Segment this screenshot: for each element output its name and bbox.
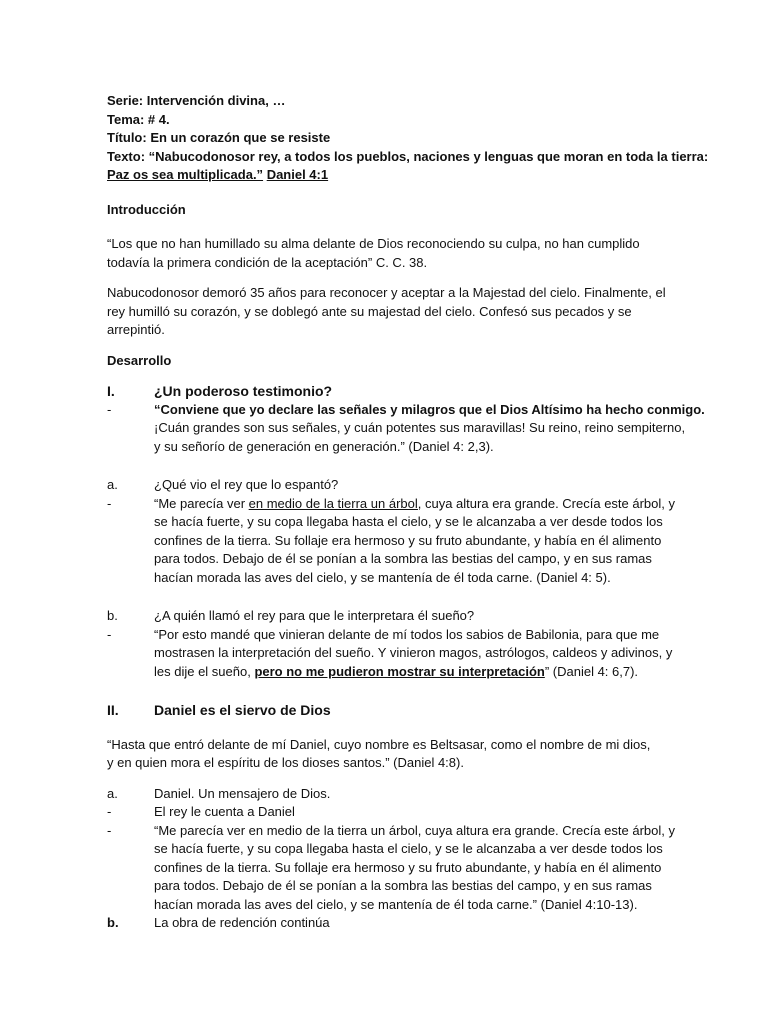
item-mark: b. [107, 915, 119, 930]
item-b-question [107, 607, 677, 626]
intro-quote-line: todavía la primera condición de la aceptación” C. C. 38. [107, 254, 428, 270]
intro-paragraph-line: rey humilló su corazón, y se doblegó ante su majestad del cielo. Confesó sus pecados y se [107, 303, 632, 319]
section-2-dash-1 [107, 803, 677, 822]
quote-bold: y milagros que el Dios Altísimo ha hecho conmigo. [390, 401, 705, 417]
section-2-heading [107, 701, 677, 720]
quote-line: hacían morada las aves del cielo, y se mantenía de él toda carne. (Daniel 4: 5). [154, 569, 611, 585]
quote-line: mostrasen la interpretación del sueño. Y vinieron magos, astrólogos, caldeos y adivinos, y [154, 645, 673, 660]
section-2-item-a [107, 785, 677, 804]
section-2-dash-2 [107, 822, 677, 915]
quote-pre: les dije el sueño, [154, 663, 255, 679]
bullet-dash: - [107, 822, 112, 838]
item-mark: a. [107, 785, 118, 801]
quote-line: se hacía fuerte, y su copa llegaba hasta el cielo, y se le alcanzaba a ver desde todos los [154, 514, 663, 529]
quote-line: para todos. Debajo de él se ponían a la sombra las bestias del campo, y en sus ramas [154, 878, 652, 893]
titulo-text: Título: En un corazón que se resiste [107, 130, 331, 145]
section-1-title: ¿Un poderoso testimonio? [154, 383, 333, 399]
quote-underlined: en medio de la tierra un árbol, [248, 495, 422, 511]
section-1-quote [107, 401, 705, 457]
desarrollo-heading: Desarrollo [107, 352, 172, 368]
bullet-dash: - [107, 401, 112, 417]
item-b-question-text: ¿A quién llamó el rey para que le interpretara él sueño? [154, 608, 475, 623]
texto-underlined: Paz os sea multiplicada.” [107, 167, 264, 182]
titulo-line [107, 129, 677, 148]
section-2-item-b [107, 914, 677, 933]
texto-line-2 [107, 166, 677, 185]
intro-quote-line: “Los que no han humillado su alma delante de Dios reconociendo su culpa, no han cumplido [107, 236, 640, 251]
quote-line: “Por esto mandé que vinieran delante de mí todos los sabios de Babilonia, para que me [154, 626, 660, 642]
intro-quote [107, 235, 677, 272]
item-b-quote [107, 626, 677, 682]
item-a-mark: a. [107, 477, 118, 492]
texto-line: Texto: “Nabucodonosor rey, a todos los pueblos, naciones y lenguas que moran en toda la tierra: [107, 148, 709, 164]
bullet-dash: - [107, 804, 112, 819]
item-a-quote [107, 495, 677, 588]
quote-line: ¡Cuán grandes son sus señales, y cuán potentes sus maravillas! Su reino, reino sempiterno, [154, 420, 686, 435]
quote-line [154, 401, 705, 420]
bullet-dash: - [107, 495, 112, 511]
bullet-dash: - [107, 626, 112, 642]
item-b-mark: b. [107, 608, 118, 623]
quote-post: ” (Daniel 4: 6,7). [544, 663, 639, 679]
section-1-number: I. [107, 383, 115, 399]
intro-heading: Introducción [107, 201, 186, 217]
quote-normal: “Conviene que yo declare las señales [154, 401, 391, 417]
quote-line: y en quien mora el espíritu de los dioses santos.” (Daniel 4:8). [107, 755, 464, 770]
quote-underlined: pero no me pudieron mostrar su interpretación [254, 663, 545, 679]
section-2-quote [107, 736, 677, 773]
quote-line: confines de la tierra. Su follaje era hermoso y su fruto abundante, y había en él alimento [154, 532, 662, 548]
quote-line: para todos. Debajo de él se ponían a la sombra las bestias del campo, y en sus ramas [154, 551, 652, 566]
item-a-question-text: ¿Qué vio el rey que lo espantó? [154, 477, 339, 492]
intro-paragraph [107, 284, 677, 340]
quote-line [154, 663, 677, 682]
item-a-question [107, 476, 677, 495]
item-text: La obra de redención continúa [154, 915, 330, 930]
quote-line: y su señorío de generación en generación.” (Daniel 4: 2,3). [154, 438, 494, 454]
quote-line: confines de la tierra. Su follaje era hermoso y su fruto abundante, y había en él alimento [154, 859, 662, 875]
item-text: El rey le cuenta a Daniel [154, 804, 295, 819]
quote-pre: “Me parecía ver [154, 495, 249, 511]
section-2-title: Daniel es el siervo de Dios [154, 702, 331, 718]
intro-paragraph-line: arrepintió. [107, 322, 165, 337]
quote-line: se hacía fuerte, y su copa llegaba hasta el cielo, y se le alcanzaba a ver desde todos los [154, 841, 663, 856]
texto-reference: Daniel 4:1 [266, 167, 329, 182]
section-2-number: II. [107, 702, 119, 718]
quote-post: cuya altura era grande. Crecía este árbol, y [421, 495, 676, 511]
tema-line: Tema: # 4. [107, 111, 170, 127]
quote-line: “Me parecía ver en medio de la tierra un árbol, cuya altura era grande. Crecía este árbol, y [154, 822, 675, 838]
quote-line: “Hasta que entró delante de mí Daniel, cuyo nombre es Beltsasar, como el nombre de mi dios, [107, 736, 651, 752]
section-1-heading [107, 382, 677, 401]
serie-line: Serie: Intervención divina, … [107, 93, 286, 108]
document-page [107, 92, 709, 933]
quote-line [154, 495, 677, 514]
quote-line: hacían morada las aves del cielo, y se mantenía de él toda carne.” (Daniel 4:10-13). [154, 896, 638, 912]
item-text: Daniel. Un mensajero de Dios. [154, 785, 331, 801]
intro-paragraph-line: Nabucodonosor demoró 35 años para reconocer y aceptar a la Majestad del cielo. Finalmente, el [107, 285, 666, 300]
